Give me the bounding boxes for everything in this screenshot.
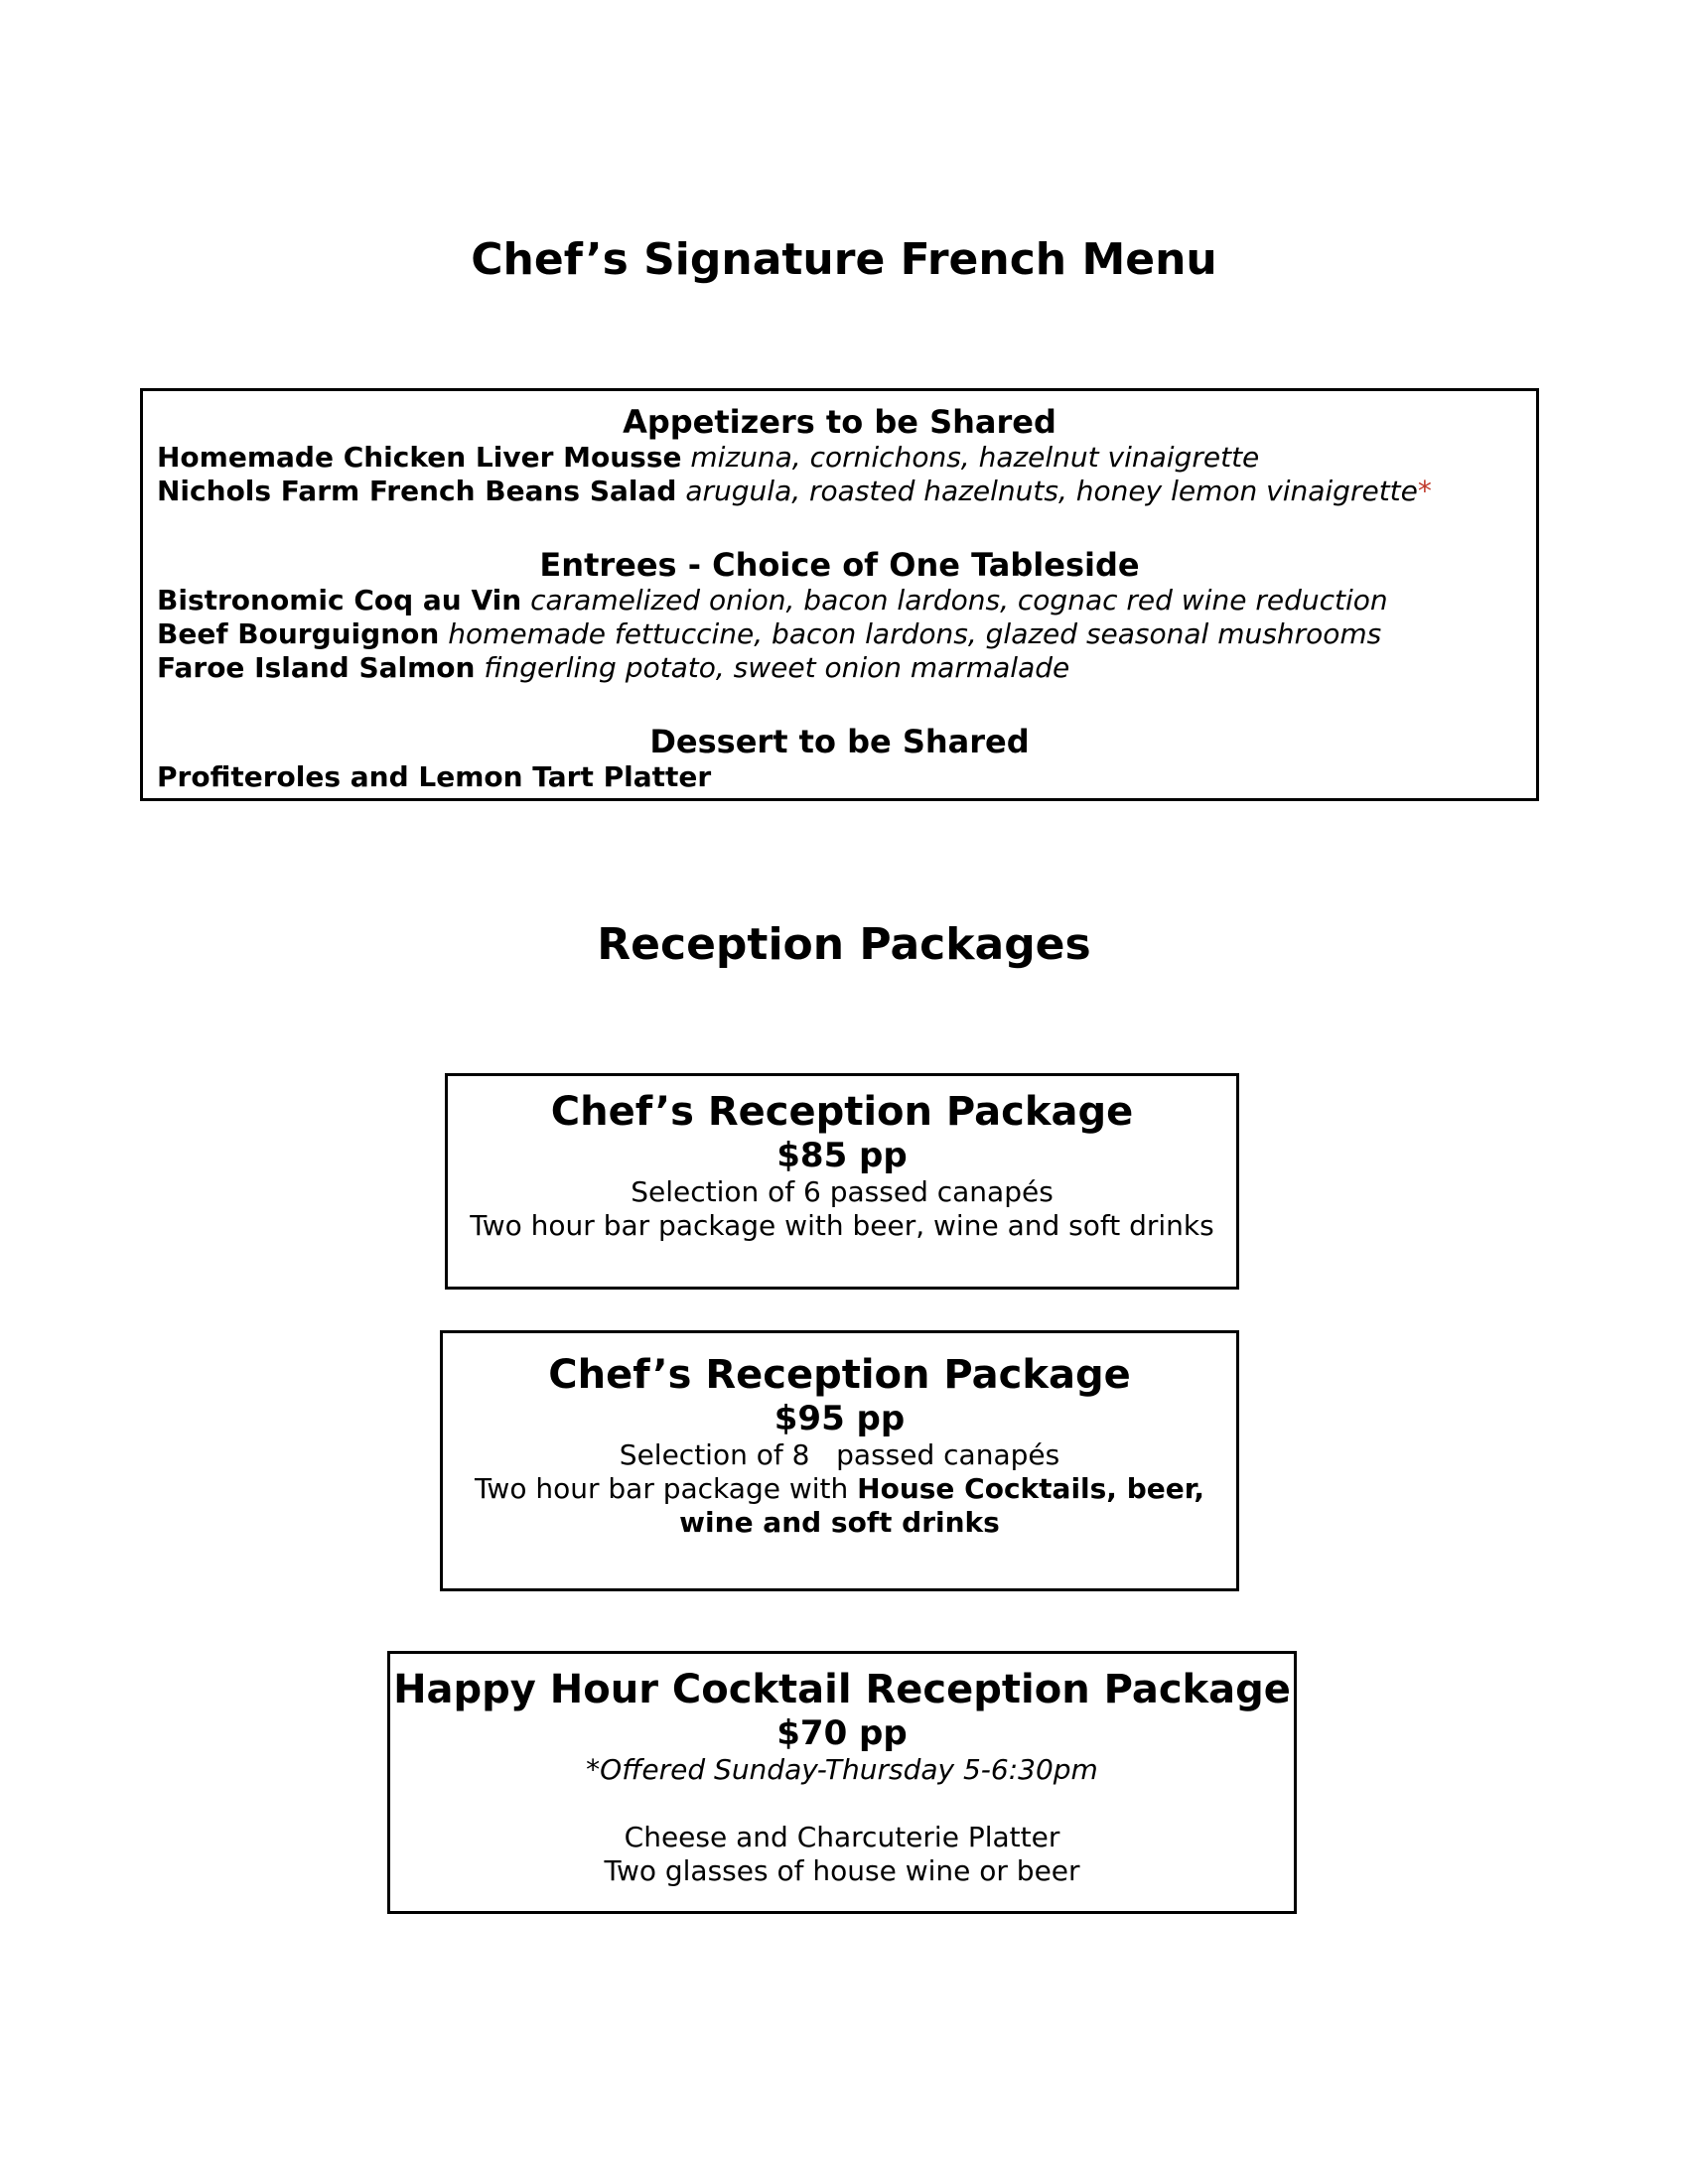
item-name: Bistronomic Coq au Vin [157,584,522,616]
package-name: Chef’s Reception Package [548,1352,1131,1398]
menu-item [157,441,1522,475]
menu-item [157,651,1522,685]
section-heading-appetizers: Appetizers to be Shared [623,403,1056,441]
item-name: Beef Bourguignon [157,617,440,650]
package-line: Two hour bar package with beer, wine and soft drinks [470,1209,1214,1242]
package-line [443,1472,1236,1506]
item-description: fingerling potato, sweet onion marmalade [484,651,1070,684]
item-name: Profiteroles and Lemon Tart Platter [157,760,712,793]
package-line-bold: wine and soft drinks [679,1506,1000,1539]
asterisk-mark: * [1417,475,1432,507]
package-name: Happy Hour Cocktail Reception Package [393,1667,1291,1712]
package-note: *Offered Sunday-Thursday 5-6:30pm [586,1753,1098,1786]
package-line: Selection of 6 passed canapés [631,1175,1054,1208]
menu-item [157,617,1522,651]
reception-title: Reception Packages [597,919,1091,970]
menu-item [157,760,1522,794]
package-line-bold: House Cocktails, beer, [857,1472,1205,1505]
item-description: mizuna, cornichons, hazelnut vinaigrette [690,441,1260,474]
item-description: caramelized onion, bacon lardons, cognac red wine reduction [530,584,1388,616]
package-line: Selection of 8 passed canapés [619,1438,1060,1471]
menu-item [157,584,1522,617]
package-box-happy-hour [387,1651,1297,1914]
package-name: Chef’s Reception Package [550,1089,1134,1135]
package-box-95 [440,1330,1239,1591]
package-line: Cheese and Charcuterie Platter [624,1821,1060,1853]
menu-item [157,475,1522,508]
package-line-plain: Two hour bar package with [474,1472,849,1505]
package-price: $95 pp [774,1399,906,1438]
section-heading-entrees: Entrees - Choice of One Tableside [539,546,1140,584]
item-name: Faroe Island Salmon [157,651,476,684]
package-line [443,1506,1236,1540]
item-name: Nichols Farm French Beans Salad [157,475,677,507]
menu-title: Chef’s Signature French Menu [471,234,1217,285]
package-box-85 [445,1073,1239,1290]
item-description: homemade fettuccine, bacon lardons, glazed seasonal mushrooms [448,617,1382,650]
section-heading-dessert: Dessert to be Shared [649,723,1030,760]
package-price: $85 pp [776,1136,908,1175]
package-price: $70 pp [776,1713,908,1753]
item-name: Homemade Chicken Liver Mousse [157,441,682,474]
package-line: Two glasses of house wine or beer [604,1854,1080,1887]
menu-box [140,388,1539,801]
item-description: arugula, roasted hazelnuts, honey lemon vinaigrette [685,475,1418,507]
